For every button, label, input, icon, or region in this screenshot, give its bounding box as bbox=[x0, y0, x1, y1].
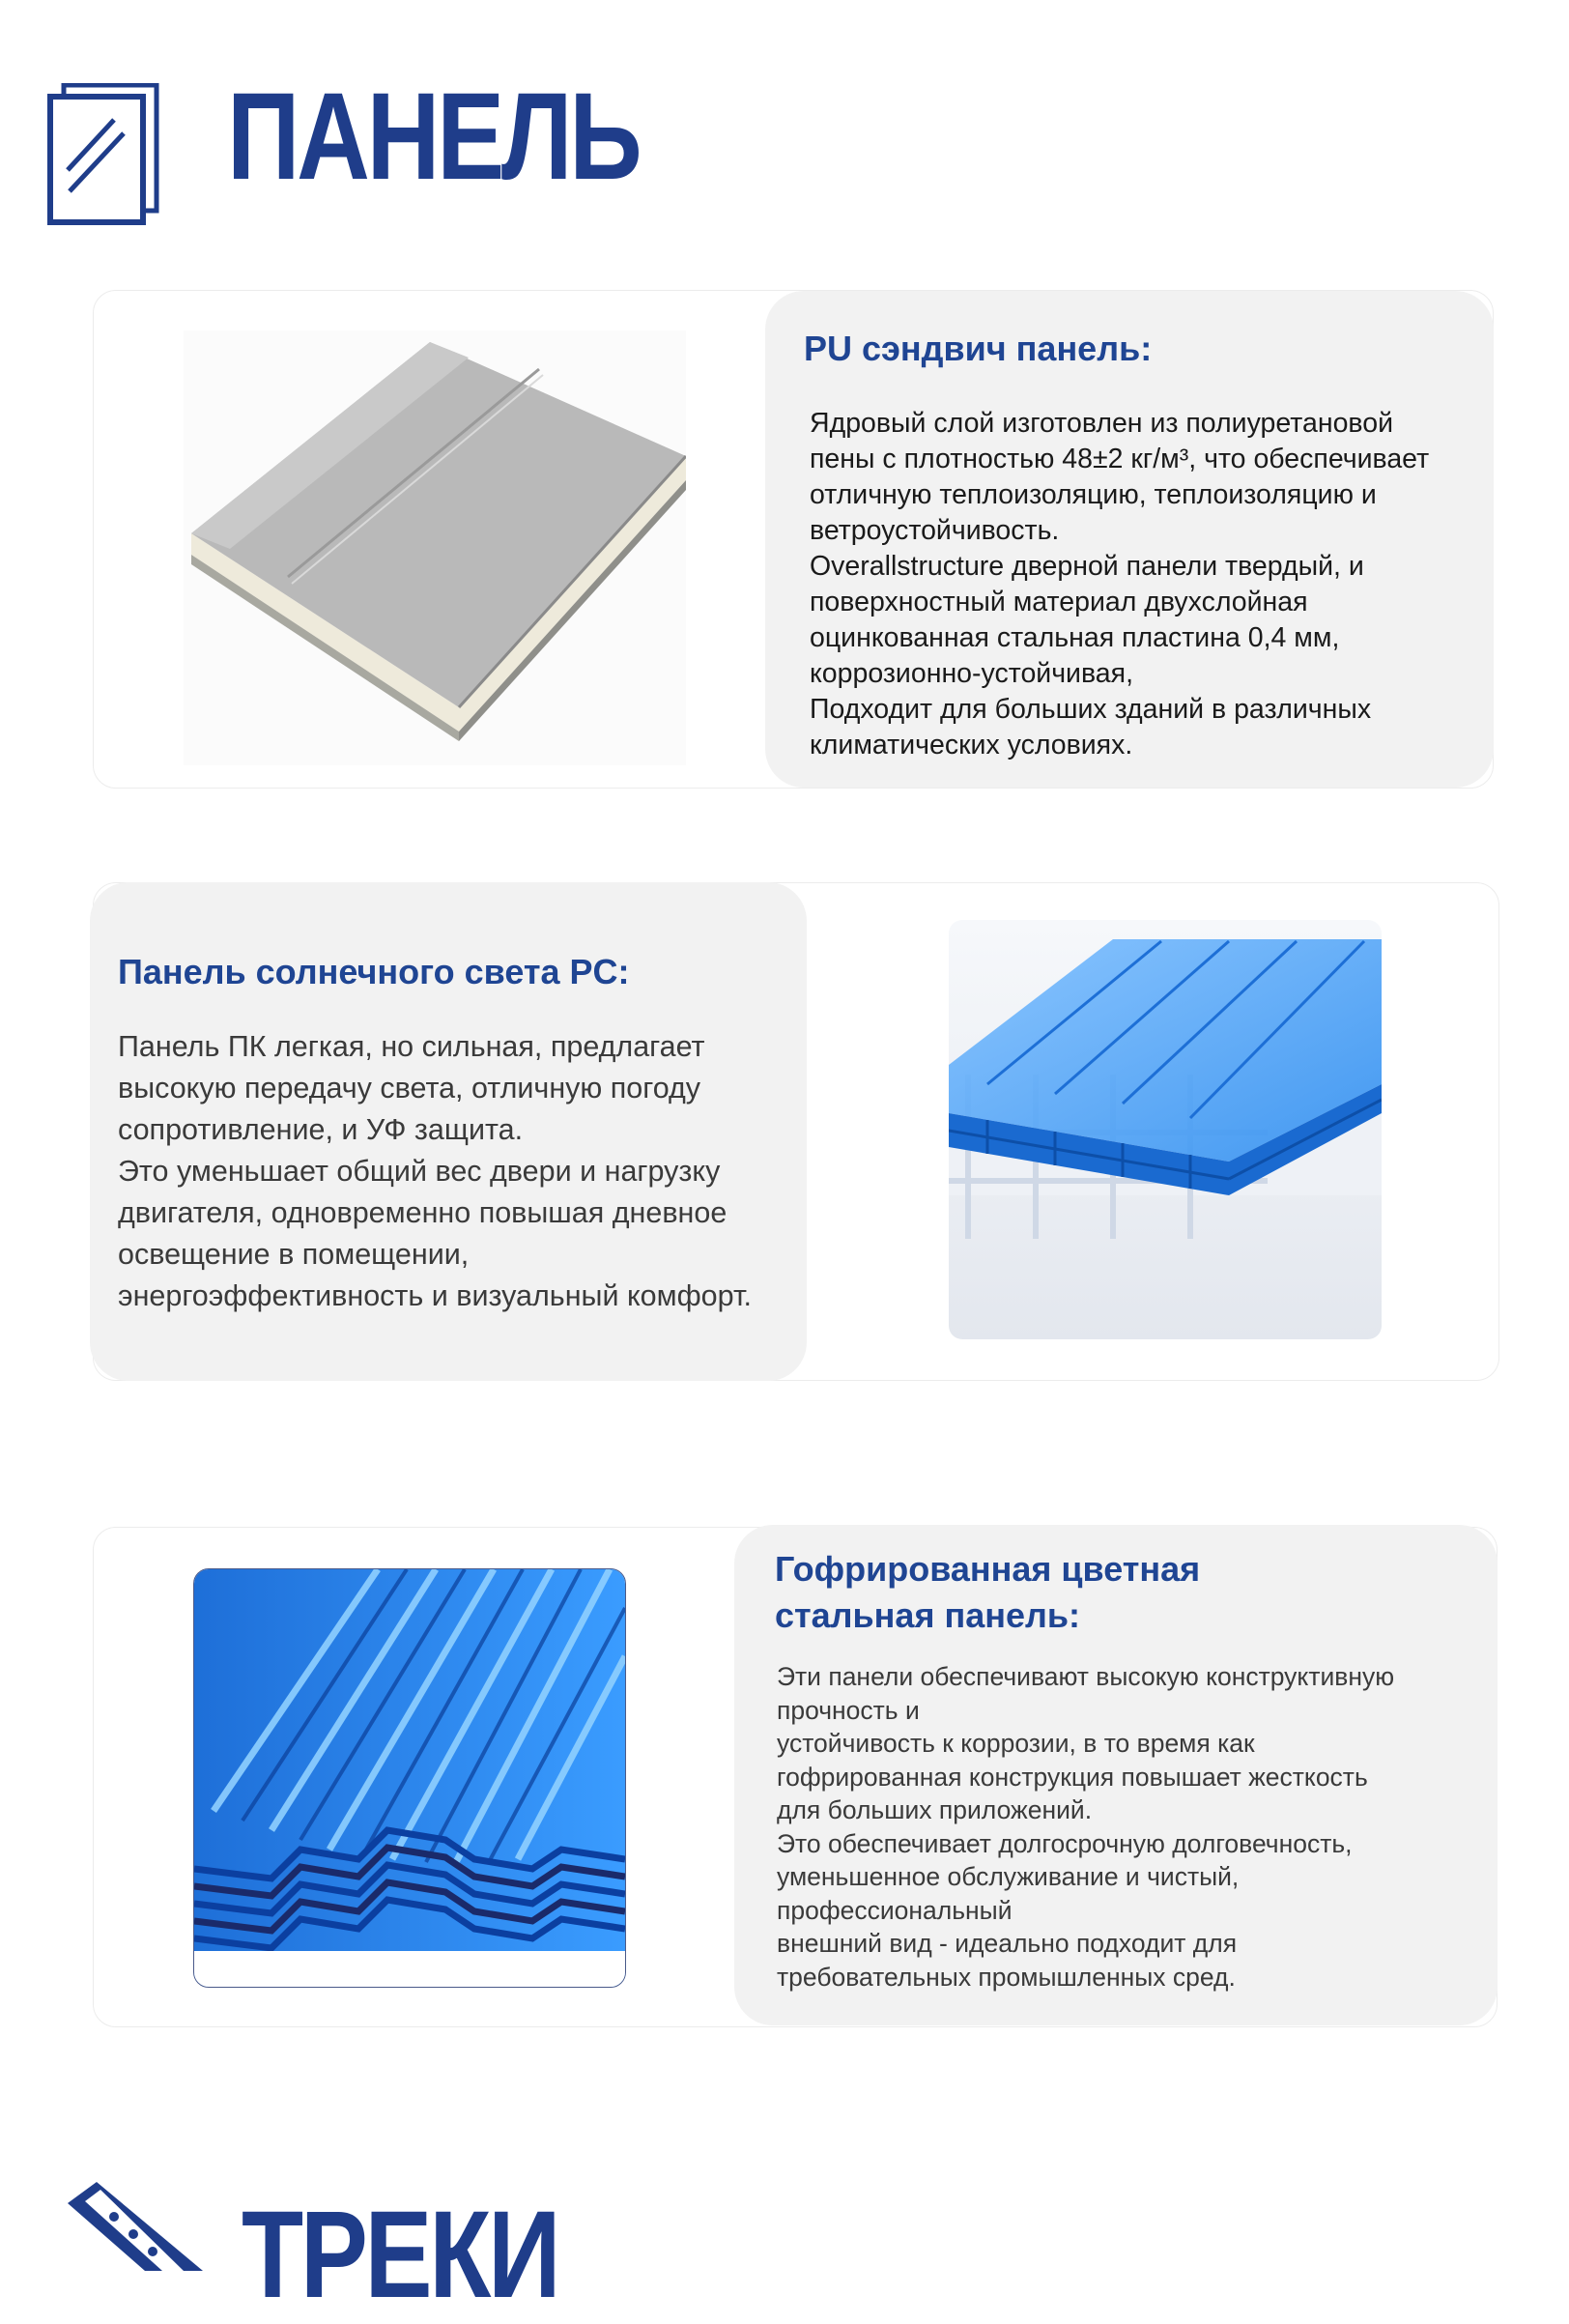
pc-sunlight-description: Панель ПК легкая, но сильная, предлагает высокую передачу света, отличную погоду сопротивление, и УФ защита. Это уменьшает общий вес двери и нагрузку двигателя, одновременно повышая дневное освещение в помещении, энергоэффективность и визуальный комфорт. bbox=[118, 1030, 753, 1312]
corrugated-steel-title: Гофрированная цветная стальная панель: bbox=[775, 1549, 1201, 1635]
corrugated-steel-panel-image bbox=[193, 1568, 626, 1988]
pc-sunlight-title: Панель солнечного света PC: bbox=[118, 952, 630, 991]
panel-section-icon bbox=[46, 83, 162, 226]
pu-sandwich-panel-image bbox=[184, 330, 686, 765]
corrugated-steel-description: Эти панели обеспечивают высокую конструктивную прочность и устойчивость к коррозии, в то время как гофрированная конструкция повышает жесткость для больших приложений. Это обеспечивает долгосрочную долговечность, уменьшенное обслуживание и чистый, профессиональный внешний вид - идеально подходит для требовательных промышленных сред. bbox=[777, 1662, 1395, 1992]
tracks-section-icon bbox=[68, 2174, 203, 2271]
section-title-tracks: ТРЕКИ bbox=[242, 2186, 558, 2324]
pu-sandwich-description: Ядровый слой изготовлен из полиуретановой пены с плотностью 48±2 кг/м³, что обеспечивает отличную теплоизоляцию, теплоизоляцию и ветроустойчивость. Overallstructure дверной панели твердый, и поверхностный материал двухслойная оцинкованная стальная пластина 0,4 мм, коррозионно-устойчивая, Подходит для больших зданий в различных климатических условиях. bbox=[810, 408, 1430, 760]
section-title-panel: ПАНЕЛЬ bbox=[227, 68, 640, 206]
polycarbonate-panel-image bbox=[949, 920, 1382, 1339]
pu-sandwich-title: PU сэндвич панель: bbox=[804, 329, 1153, 368]
